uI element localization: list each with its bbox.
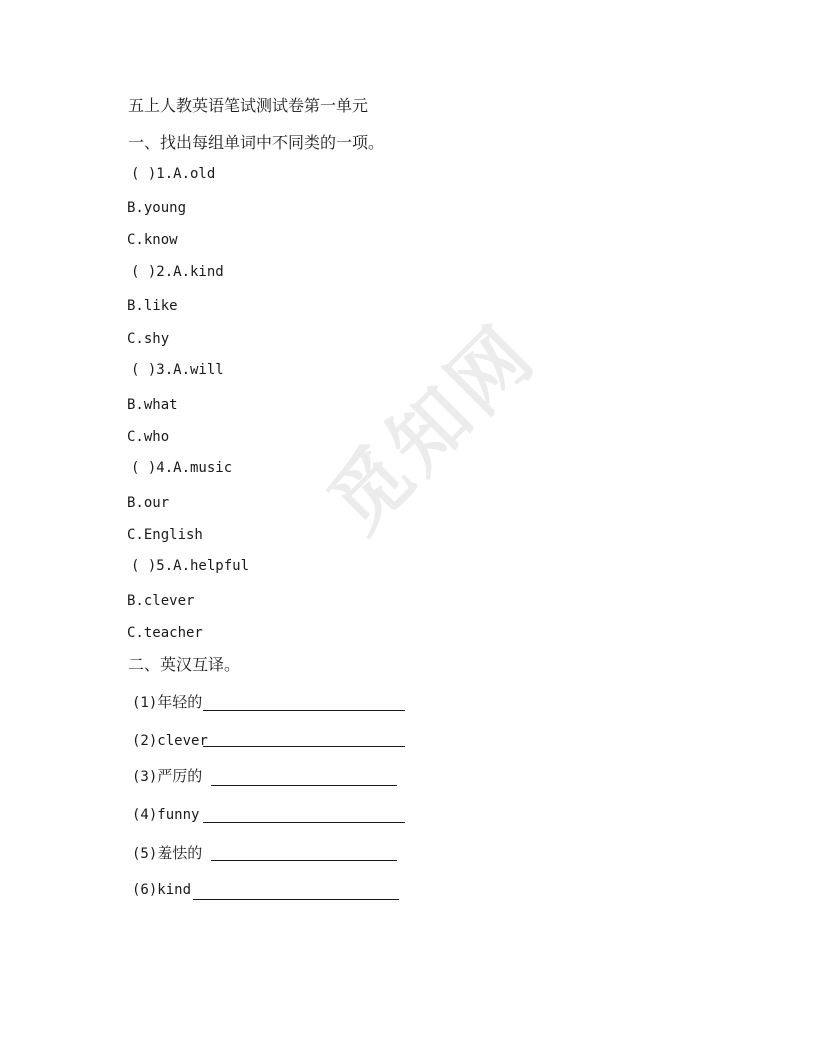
section2-heading: 二、英汉互译。 xyxy=(128,655,241,674)
translation-item-6 xyxy=(132,880,191,899)
translation-number: (5) xyxy=(132,846,158,862)
translation-item-3 xyxy=(132,767,202,786)
translation-item-2 xyxy=(132,731,208,750)
translation-item-4 xyxy=(132,805,199,824)
translation-term: 年轻的 xyxy=(157,693,203,711)
translation-term: funny xyxy=(157,807,200,823)
question-1-option-b: B.young xyxy=(127,200,187,216)
question-2-option-c: C.shy xyxy=(127,331,170,347)
translation-term: kind xyxy=(157,882,192,898)
question-4-stem: ( )4.A.music xyxy=(131,460,233,476)
translation-number: (3) xyxy=(132,769,158,785)
section1-heading: 一、找出每组单词中不同类的一项。 xyxy=(128,133,385,152)
question-2-option-b: B.like xyxy=(127,298,178,314)
question-4-option-c: C.English xyxy=(127,527,203,543)
question-3-option-c: C.who xyxy=(127,429,170,445)
question-4-option-b: B.our xyxy=(127,495,170,511)
translation-item-5 xyxy=(132,844,202,863)
translation-item-1 xyxy=(132,693,202,712)
translation-number: (4) xyxy=(132,807,158,823)
answer-line-2[interactable] xyxy=(203,746,405,747)
translation-number: (1) xyxy=(132,695,158,711)
page-title: 五上人教英语笔试测试卷第一单元 xyxy=(128,96,369,115)
question-1-option-c: C.know xyxy=(127,232,178,248)
translation-number: (2) xyxy=(132,733,158,749)
question-5-stem: ( )5.A.helpful xyxy=(131,558,250,574)
question-5-option-b: B.clever xyxy=(127,593,195,609)
answer-line-6[interactable] xyxy=(193,899,399,900)
question-2-stem: ( )2.A.kind xyxy=(131,264,224,280)
watermark: 觅知网 xyxy=(312,308,554,550)
answer-line-5[interactable] xyxy=(211,860,397,861)
question-3-option-b: B.what xyxy=(127,397,178,413)
answer-line-4[interactable] xyxy=(203,822,405,823)
question-3-stem: ( )3.A.will xyxy=(131,362,224,378)
translation-term: 严厉的 xyxy=(157,767,203,785)
question-1-stem: ( )1.A.old xyxy=(131,166,216,182)
question-5-option-c: C.teacher xyxy=(127,625,203,641)
translation-number: (6) xyxy=(132,882,158,898)
answer-line-1[interactable] xyxy=(203,710,405,711)
answer-line-3[interactable] xyxy=(211,785,397,786)
translation-term: 羞怯的 xyxy=(157,844,203,862)
translation-term: clever xyxy=(157,733,208,749)
